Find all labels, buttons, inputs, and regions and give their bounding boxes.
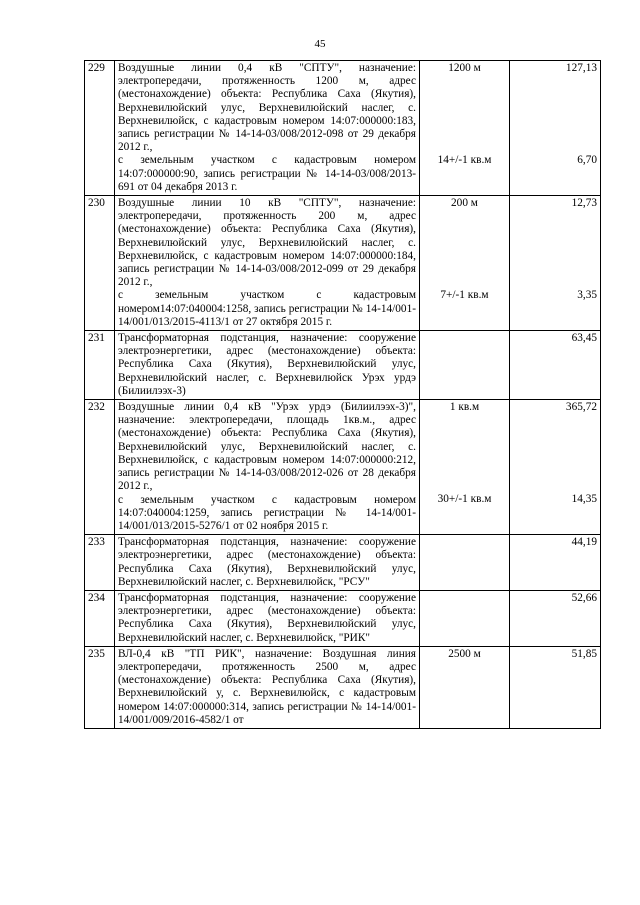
description-part: Воздушные линии 10 кВ "СПТУ", назначение: электропередачи, протяженность 200 м, адрес (местонахождение) объекта: Республика Саха (Якутия), Верхневилюйский улус, Верхневилюйский наслег, с. Верхневилюйск, с кадастровым номером 14:07:000000:184, запись регистрации № 14-14-03/008/2012-099 от 29 декабря 2012 г., xyxy=(118,197,416,289)
row-number: 232 xyxy=(85,400,115,535)
value-text: 51,85 xyxy=(571,647,597,660)
value-text: 44,19 xyxy=(571,536,597,549)
row-value xyxy=(510,646,601,728)
row-description xyxy=(115,590,420,646)
quantity-text: 30+/-1 кв.м xyxy=(437,493,492,506)
description-part: с земельным участком с кадастровым номером 14:07:040004:1259, запись регистрации № 14-14/001-14/001/013/2015-5276/1 от 02 ноября 2015 г. xyxy=(118,493,416,532)
row-quantity xyxy=(420,331,510,400)
value-text: 52,66 xyxy=(571,591,597,604)
row-description xyxy=(115,196,420,331)
value-text: 3,35 xyxy=(577,289,597,302)
row-value xyxy=(510,331,601,400)
table-row xyxy=(85,61,601,196)
description-part: Воздушные линии 0,4 кВ "СПТУ", назначение: электропередачи, протяженность 1200 м, адрес (местонахождение) объекта: Республика Саха (Якутия), Верхневилюйский улус, Верхневилюйский наслег, с. Верхневилюйск, с кадастровым номером 14:07:000000:183, запись регистрации № 14-14-03/008/2012-098 от 29 декабря 2012 г., xyxy=(118,62,416,154)
table-row xyxy=(85,646,601,728)
quantity-text: 200 м xyxy=(451,197,478,210)
row-quantity xyxy=(420,196,510,331)
description-part: Трансформаторная подстанция, назначение: сооружение электроэнергетики, адрес (местонахождение) объекта: Республика Саха (Якутия), Верхневилюйский улус, Верхневилюйский наслег, с. Верхневилюйск, "РИК" xyxy=(118,591,416,644)
property-registry-table xyxy=(84,60,601,729)
table-row xyxy=(85,196,601,331)
quantity-text: 7+/-1 кв.м xyxy=(440,289,489,302)
row-description xyxy=(115,61,420,196)
table-row xyxy=(85,535,601,591)
quantity-text: 2500 м xyxy=(448,647,481,660)
description-part: Трансформаторная подстанция, назначение: сооружение электроэнергетики, адрес (местонахождение) объекта: Республика Саха (Якутия), Верхневилюйский улус, Верхневилюйский наслег, с. Верхневилюйск, "РСУ" xyxy=(118,536,416,588)
row-value xyxy=(510,590,601,646)
value-text: 365,72 xyxy=(565,401,597,414)
registry-rows xyxy=(85,61,601,729)
row-value xyxy=(510,400,601,535)
row-quantity xyxy=(420,590,510,646)
description-part: ВЛ-0,4 кВ "ТП РИК", назначение: Воздушная линия электропередачи, протяженность 2500 м, адрес (местонахождение) объекта: Республика Саха (Якутия), Верхневилюйский у, с. Верхневилюйск, с кадастровым номером 14:07:000000:314, запись регистрации № 14-14/001-14/001/009/2016-4582/1 от xyxy=(118,647,416,726)
value-text: 63,45 xyxy=(571,332,597,345)
quantity-text: 14+/-1 кв.м xyxy=(437,154,492,167)
row-description xyxy=(115,535,420,591)
row-value xyxy=(510,535,601,591)
row-quantity xyxy=(420,535,510,591)
table-row xyxy=(85,400,601,535)
value-text: 14,35 xyxy=(571,493,597,506)
table-row xyxy=(85,331,601,400)
value-text: 127,13 xyxy=(565,62,597,74)
page-number: 45 xyxy=(314,38,326,50)
row-number: 229 xyxy=(85,61,115,196)
row-number: 233 xyxy=(85,535,115,591)
description-part: Воздушные линии 0,4 кВ "Урэх урдэ (Билиилээх-3)", назначение: электропередачи, площадь 1кв.м., адрес (местонахождение) объекта: Республика Саха (Якутия), Верхневилюйский улус, Верхневилюйский наслег, с. Верхневилюйск, с кадастровым номером 14:07:000000:212, запись регистрации № 14-14-03/008/2012-026 от 28 декабря 2012 г., xyxy=(118,401,416,493)
row-quantity xyxy=(420,61,510,196)
row-value xyxy=(510,196,601,331)
row-quantity xyxy=(420,400,510,535)
table-row xyxy=(85,590,601,646)
row-number: 235 xyxy=(85,646,115,728)
quantity-text: 1200 м xyxy=(448,62,481,74)
description-part: с земельным участком с кадастровым номером 14:07:000000:90, запись регистрации № 14-14-03/008/2013-691 от 04 декабря 2013 г. xyxy=(118,154,416,193)
row-description xyxy=(115,400,420,535)
description-part: Трансформаторная подстанция, назначение: сооружение электроэнергетики, адрес (местонахождение) объекта: Республика Саха (Якутия), Верхневилюйский улус, Верхневилюйский наслег, с. Верхневилюйск Урэх урдэ (Билиилээх-3) xyxy=(118,332,416,397)
row-number: 231 xyxy=(85,331,115,400)
value-text: 6,70 xyxy=(577,154,597,167)
row-value xyxy=(510,61,601,196)
row-number: 234 xyxy=(85,590,115,646)
row-number: 230 xyxy=(85,196,115,331)
row-description xyxy=(115,646,420,728)
row-description xyxy=(115,331,420,400)
quantity-text: 1 кв.м xyxy=(449,401,480,414)
row-quantity xyxy=(420,646,510,728)
value-text: 12,73 xyxy=(571,197,597,210)
description-part: с земельным участком с кадастровым номером14:07:040004:1258, запись регистрации № 14-14/001-14/001/013/2015-4113/1 от 27 октября 2015 г. xyxy=(118,289,416,328)
